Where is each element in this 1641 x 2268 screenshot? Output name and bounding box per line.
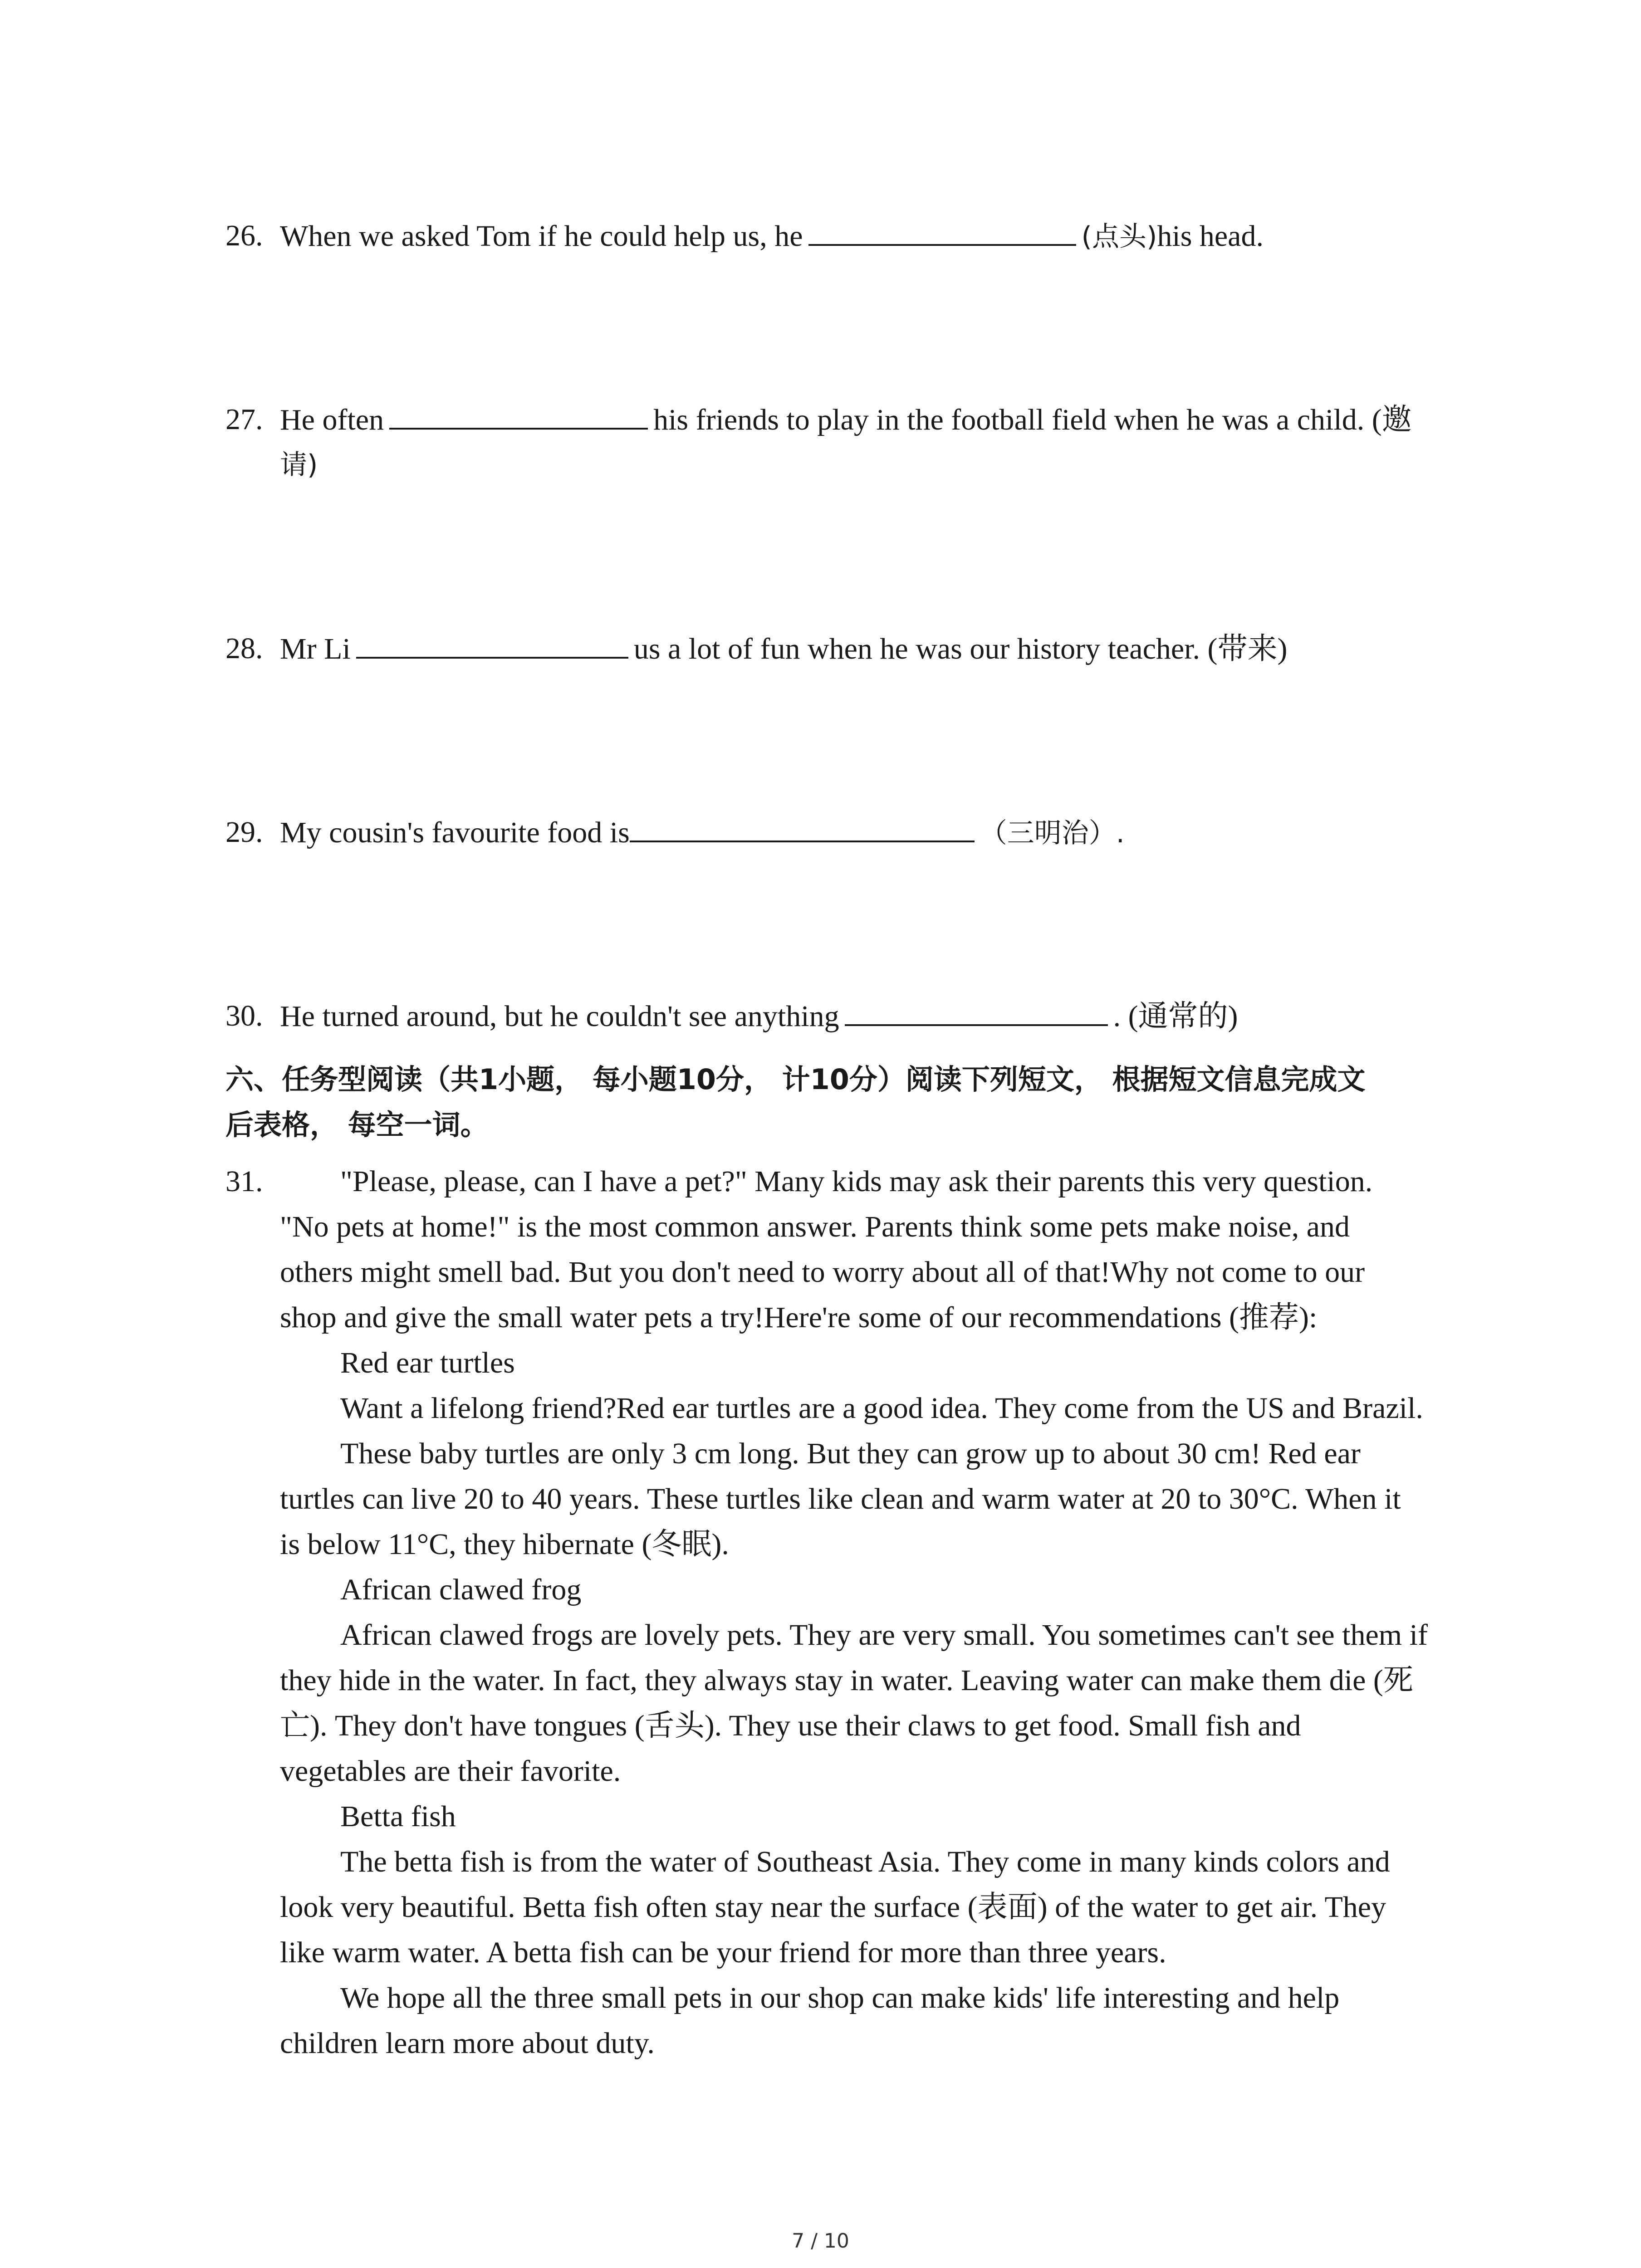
passage-line: turtles can live 20 to 40 years. These turtles like clean and warm water at 20 to 30°C. When it [280,1482,1401,1515]
passage-line: African clawed frogs are lovely pets. They are very small. You sometimes can't see them if [340,1618,1428,1652]
passage-line: "Please, please, can I have a pet?" Many kids may ask their parents this very question. [340,1165,1373,1198]
section-heading: 六、任务型阅读（共1小题， 每小题10分， 计10分）阅读下列短文， 根据短文信息完成文 [225,1063,1366,1096]
answer-blank[interactable] [630,814,975,842]
question-text: Mr Li [280,632,351,665]
passage-subheading: Red ear turtles [340,1346,515,1379]
passage-subheading: African clawed frog [340,1573,582,1606]
question-number: 28. [225,632,263,665]
passage-line: look very beautiful. Betta fish often stay near the surface (表面) of the water to get air. They [280,1891,1386,1924]
passage-subheading: Betta fish [340,1800,456,1833]
passage-line: We hope all the three small pets in our shop can make kids' life interesting and help [340,1981,1340,2014]
passage-line: is below 11°C, they hibernate (冬眠). [280,1528,729,1561]
question-text: us a lot of fun when he was our history teacher. (带来) [633,632,1288,665]
hint: (点头) [1081,221,1157,253]
question-text: . (通常的) [1113,1000,1238,1033]
question-27 [280,401,1412,438]
question-text: He often [280,403,384,436]
question-text: his head. [1157,220,1264,253]
question-text: My cousin's favourite food is [280,816,630,849]
question-30 [280,998,1238,1035]
question-number: 30. [225,999,263,1032]
question-text: his friends to play in the football field when he was a child. (邀 [653,403,1412,436]
question-26 [280,218,1264,255]
question-text-continued: 请) [280,449,318,481]
passage-line: like warm water. A betta fish can be your friend for more than three years. [280,1936,1166,1969]
section-heading-continued: 后表格， 每空一词。 [225,1108,489,1141]
question-number: 26. [225,219,263,252]
passage-line: vegetables are their favorite. [280,1755,621,1788]
page-number: 7 / 10 [792,2229,849,2253]
answer-blank[interactable] [389,401,648,430]
question-text: He turned around, but he couldn't see anything [280,1000,839,1033]
answer-blank[interactable] [808,218,1076,246]
question-29 [280,814,1125,851]
question-text: （三明治）. [980,817,1125,849]
answer-blank[interactable] [845,998,1108,1026]
passage-line: Want a lifelong friend?Red ear turtles are a good idea. They come from the US and Brazil. [340,1392,1423,1425]
passage-line: they hide in the water. In fact, they always stay in water. Leaving water can make them die (死 [280,1664,1413,1697]
passage-line: shop and give the small water pets a try!Here're some of our recommendations (推荐): [280,1301,1318,1334]
passage-line: children learn more about duty. [280,2027,655,2060]
passage-line: The betta fish is from the water of Southeast Asia. They come in many kinds colors and [340,1845,1390,1878]
question-number: 27. [225,403,263,436]
answer-blank[interactable] [356,631,628,659]
question-number: 31. [225,1165,263,1198]
passage-line: others might smell bad. But you don't need to worry about all of that!Why not come to our [280,1256,1365,1289]
passage-line: "No pets at home!" is the most common answer. Parents think some pets make noise, and [280,1210,1350,1243]
passage-line: 亡). They don't have tongues (舌头). They use their claws to get food. Small fish and [280,1709,1301,1742]
question-28 [280,631,1287,667]
question-number: 29. [225,816,263,849]
passage-line: These baby turtles are only 3 cm long. But they can grow up to about 30 cm! Red ear [340,1437,1361,1470]
question-text: When we asked Tom if he could help us, he [280,220,803,253]
